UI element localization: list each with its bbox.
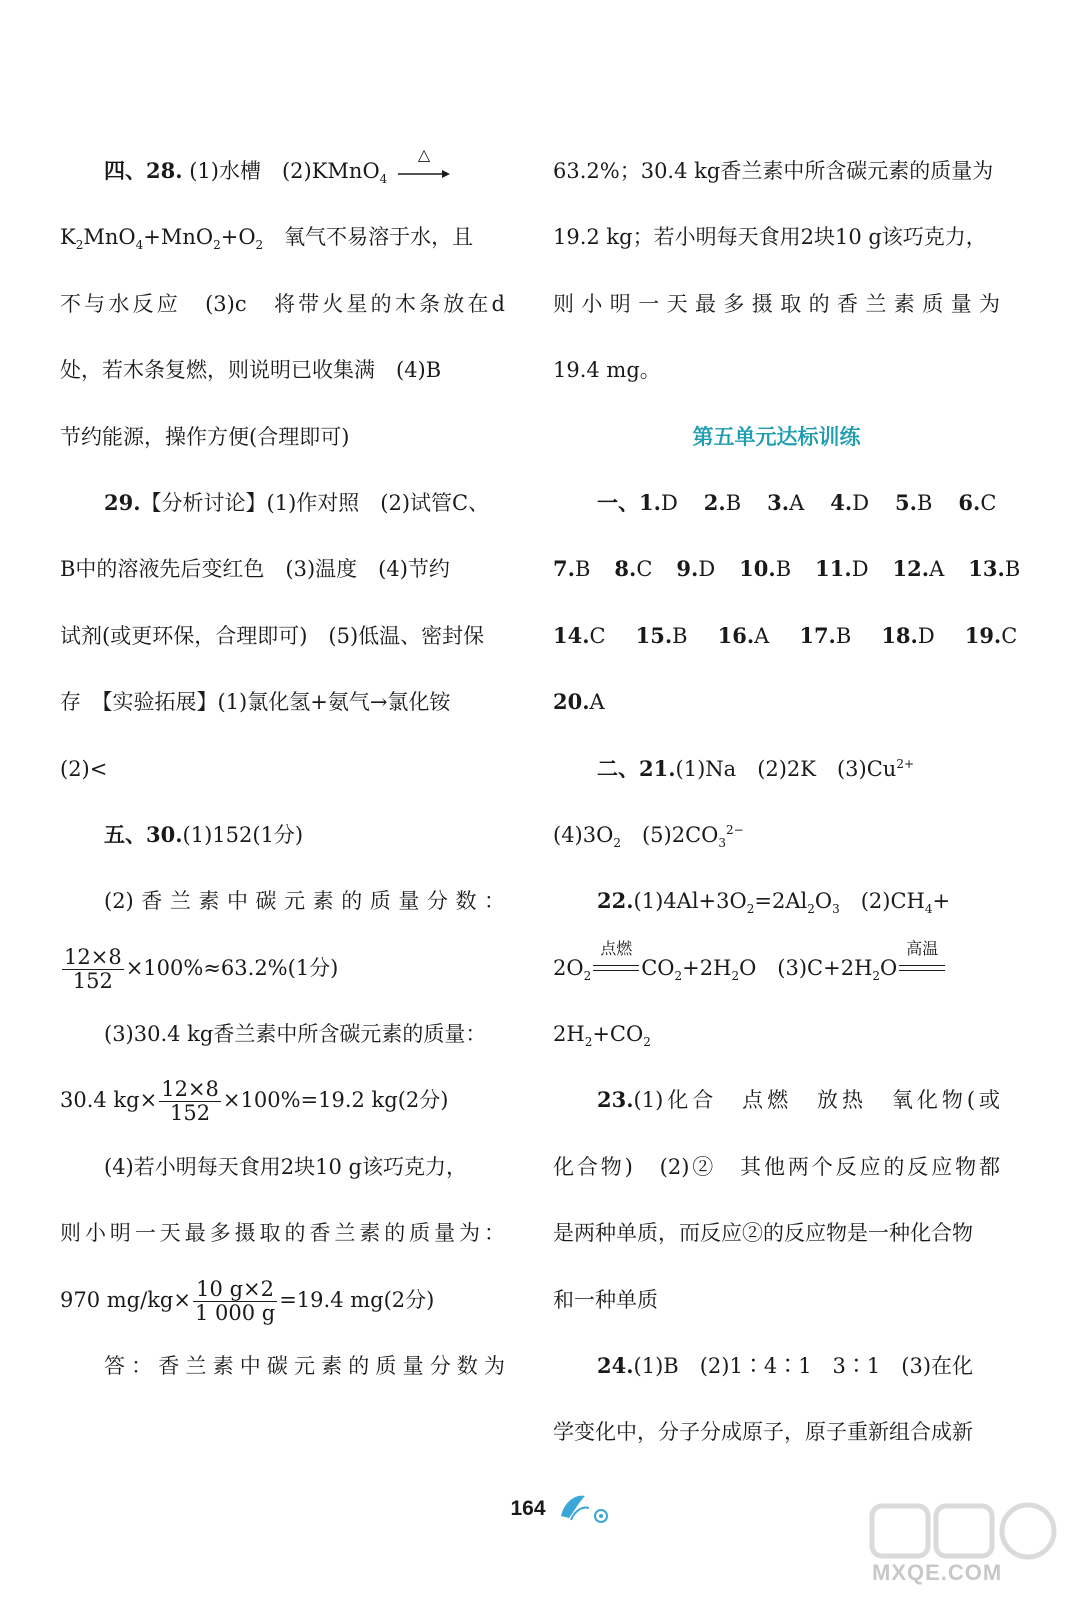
left-column xyxy=(60,138,505,1399)
question-number: 5. xyxy=(895,489,917,515)
answer-letter: C xyxy=(636,557,653,582)
answer-letter: B xyxy=(1004,557,1021,582)
question-number: 6. xyxy=(958,489,981,515)
answer-letter: B xyxy=(574,557,591,582)
question-number: 8. xyxy=(614,556,637,582)
mc-answer xyxy=(553,690,605,714)
mc-answer xyxy=(895,491,932,515)
answer-letter: A xyxy=(789,490,805,515)
answer-line: 24.(1)B (2)1∶4∶1 3∶1 (3)在化 xyxy=(597,1353,974,1379)
question-number: 20. xyxy=(553,689,590,715)
mc-answer xyxy=(815,557,868,581)
answer-row xyxy=(553,603,1018,669)
question-number: 19. xyxy=(964,622,1002,648)
mc-answer xyxy=(597,491,678,515)
answer-line: 19.4 mg。 xyxy=(553,358,661,383)
answer-line: 节约能源，操作方便(合理即可) xyxy=(60,424,350,449)
answer-line: 19.2 kg；若小明每天食用2块10 g该巧克力， xyxy=(553,225,987,250)
formula-line: 30.4 kg× $\frac{12\times 8}{152}$ ×100%=19.2 kg(2分) xyxy=(60,1077,449,1126)
answer-letter: D xyxy=(660,490,678,515)
answer-line: 四、28. (1)水槽 (2)KMnO$_4$ △ xyxy=(60,138,505,204)
mc-answer xyxy=(965,624,1018,648)
answer-line: (3)30.4 kg香兰素中所含碳元素的质量： xyxy=(104,1022,487,1047)
answer-line: 存 【实验拓展】(1)氯化氢+氨气→氯化铵 xyxy=(60,690,451,715)
answer-line: B中的溶液先后变红色 (3)温度 (4)节约 xyxy=(60,557,450,582)
question-number: 14. xyxy=(553,622,590,648)
answer-line: 则小明一天最多摄取的香兰素的质量为： xyxy=(60,1221,505,1246)
mc-answer xyxy=(676,557,715,581)
mc-answer xyxy=(704,491,741,515)
answer-line: (4)若小明每天食用2块10 g该巧克力， xyxy=(104,1154,467,1179)
fraction: $\frac{12\times 8}{152}$ xyxy=(161,1077,219,1126)
fraction: $\frac{10 g\times 2}{1 000 g}$ xyxy=(194,1276,276,1325)
answer-letter: A xyxy=(589,690,605,715)
mc-answer xyxy=(553,557,590,581)
question-number: 29. xyxy=(104,489,141,515)
watermark-logo-icon xyxy=(870,1500,1060,1560)
answer-row xyxy=(553,536,1021,602)
question-number: 3. xyxy=(767,489,790,515)
question-number: 24. xyxy=(597,1353,634,1379)
answer-letter: A xyxy=(754,623,770,648)
answer-line: $22.(1)4Al+3O_2=2Al_2O_3$ $(2)CH_4+$ xyxy=(597,888,951,917)
question-number: 10. xyxy=(739,556,776,582)
question-number: 9. xyxy=(676,556,699,582)
answer-line: 化合物) (2)② 其他两个反应的反应物都 xyxy=(553,1154,1000,1179)
mc-answer xyxy=(893,557,945,581)
answer-letter: B xyxy=(775,557,792,582)
mc-answer xyxy=(830,491,869,515)
answer-letter: C xyxy=(589,623,606,648)
answer-letter: C xyxy=(980,490,997,515)
question-number: 17. xyxy=(799,622,836,648)
answer-line: $2O_2$ 点燃 $CO_2+2H_2O$ $(3)C+2H_2O$ 高温 xyxy=(553,935,1000,1001)
answer-letter: B xyxy=(725,490,742,515)
mc-answer xyxy=(553,624,606,648)
reaction-condition: 高温 xyxy=(906,939,939,959)
mc-answer xyxy=(739,557,791,581)
answer-letter: C xyxy=(1001,623,1018,648)
answer-line: 答：香兰素中碳元素的质量分数为 xyxy=(104,1354,505,1379)
question-number: 15. xyxy=(635,622,673,648)
question-number: 4. xyxy=(830,489,853,515)
answer-letter: D xyxy=(698,557,716,582)
question-number: 12. xyxy=(892,556,930,582)
formula-line: 970 mg/kg× $\frac{10 g\times 2}{1 000 g}$ =19.4 mg(2分) xyxy=(60,1276,435,1325)
answer-line: (2)香兰素中碳元素的质量分数： xyxy=(104,889,505,914)
reaction-condition: 点燃 xyxy=(600,939,633,959)
section-title: 第五单元达标训练 xyxy=(692,423,861,449)
reaction-arrow xyxy=(398,144,450,183)
answer-line: 23.(1)化合 点燃 放热 氧化物(或 xyxy=(597,1087,1000,1113)
answer-letter: D xyxy=(851,557,869,582)
answer-line: 是两种单质，而反应②的反应物是一种化合物 xyxy=(553,1221,973,1246)
mc-answer xyxy=(881,624,934,648)
answer-line: $2H_2+CO_2$ xyxy=(553,1022,651,1050)
mc-answer xyxy=(718,624,770,648)
question-number: 二、21. xyxy=(597,755,676,781)
question-number: 五、30. xyxy=(104,821,183,847)
answer-line: 学变化中，分子分成原子，原子重新组合成新 xyxy=(553,1420,973,1445)
question-number: 7. xyxy=(553,556,575,582)
question-number: 22. xyxy=(597,888,634,914)
answer-letter: B xyxy=(672,623,688,648)
answer-line: 63.2%；30.4 kg香兰素中所含碳元素的质量为 xyxy=(553,159,994,183)
question-number: 13. xyxy=(968,556,1005,582)
question-number: 11. xyxy=(815,556,852,582)
answer-line: $(4)3O_2$ $(5)2CO_3^{2-}$ xyxy=(553,822,744,851)
question-number: 23. xyxy=(597,1087,634,1113)
answer-line: 29.【分析讨论】(1)作对照 (2)试管C、 xyxy=(104,489,490,515)
mc-answer xyxy=(767,491,804,515)
page-number: 164 xyxy=(510,1497,546,1520)
answer-letter: D xyxy=(852,490,870,515)
fraction: $\frac{12\times 8}{152}$ xyxy=(64,944,122,993)
reaction-equals xyxy=(593,939,639,979)
watermark-url: MXQE.COM xyxy=(872,1560,1003,1585)
right-column xyxy=(553,138,1021,1466)
answer-row xyxy=(553,669,1000,735)
answer-letter: B xyxy=(835,623,852,648)
answer-letter: B xyxy=(916,490,933,515)
answer-line: 五、30.(1)152(1分) xyxy=(104,821,304,847)
formula-line: $\frac{12\times 8}{152}$ ×100%≈63.2%(1分) xyxy=(64,944,339,993)
reaction-condition: △ xyxy=(417,144,431,164)
mc-answer xyxy=(636,624,688,648)
question-number: 一、1. xyxy=(597,489,661,515)
arrow-icon xyxy=(398,169,450,179)
leaf-swirl-icon xyxy=(555,1490,615,1526)
answer-line: 试剂(或更环保，合理即可) (5)低温、密封保 xyxy=(60,623,485,648)
answer-row xyxy=(553,470,1000,536)
answer-letter: D xyxy=(917,623,935,648)
question-number: 2. xyxy=(703,489,726,515)
answer-line: (2)< xyxy=(60,756,108,781)
answer-letter: A xyxy=(929,557,945,582)
mc-answer xyxy=(968,557,1020,581)
question-number: 18. xyxy=(881,622,918,648)
reaction-equals xyxy=(899,939,945,979)
answer-line: $K_2MnO_4+MnO_2+O_2$ 氧气不易溶于水，且 xyxy=(60,225,474,253)
mc-answer xyxy=(958,491,996,515)
question-number: 四、28. xyxy=(104,158,183,183)
mc-answer xyxy=(614,557,652,581)
answer-line: 和一种单质 xyxy=(553,1287,658,1312)
answer-line: 处，若木条复燃，则说明已收集满 (4)B xyxy=(60,358,442,383)
answer-line: 不与水反应 (3)c 将带火星的木条放在d xyxy=(60,291,505,316)
answer-line: 二、21.(1)Na (2)2K $(3)Cu^{2+}$ xyxy=(597,755,915,781)
question-number: 16. xyxy=(717,622,755,648)
answer-line: 则小明一天最多摄取的香兰素质量为 xyxy=(553,291,1000,316)
mc-answer xyxy=(799,624,851,648)
